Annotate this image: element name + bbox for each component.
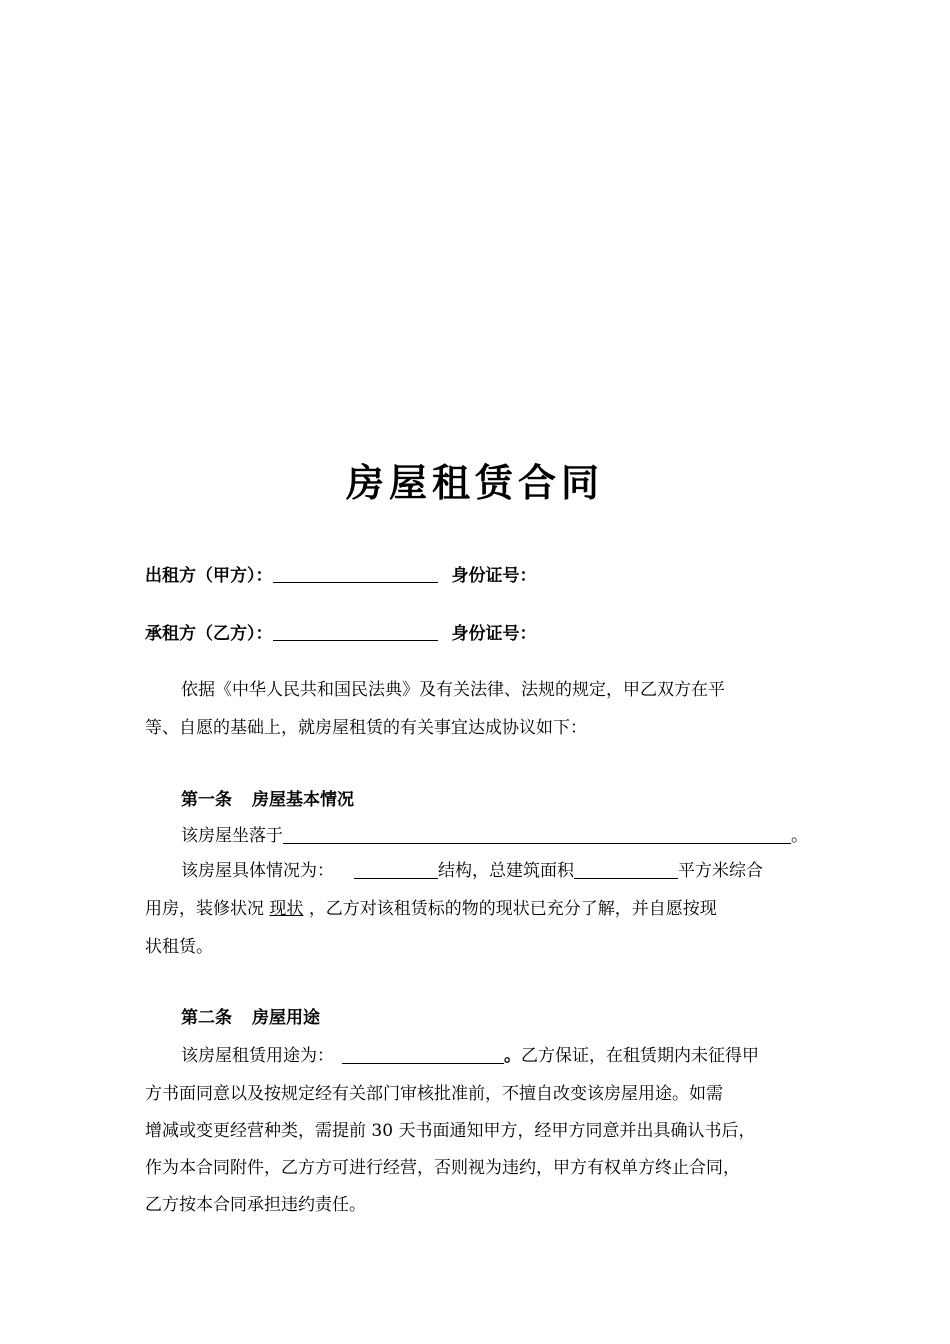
use-blank[interactable] bbox=[342, 1046, 504, 1064]
detail-line-1 bbox=[181, 856, 763, 881]
article-1-number: 第一条 bbox=[181, 790, 232, 810]
lessor-line bbox=[145, 561, 537, 586]
intro-line-1: 依据《中华人民共和国民法典》及有关法律、法规的规定，甲乙双方在平 bbox=[181, 680, 725, 700]
area-blank[interactable] bbox=[574, 861, 678, 879]
location-line bbox=[181, 821, 808, 846]
location-blank[interactable] bbox=[283, 826, 791, 844]
use-suffix: 乙方保证，在租赁期内未征得甲 bbox=[521, 1046, 759, 1066]
area-unit-text: 平方米综合 bbox=[678, 861, 763, 881]
article-2-title: 房屋用途 bbox=[252, 1008, 320, 1028]
article-1-heading bbox=[181, 785, 354, 810]
lessor-name-blank[interactable] bbox=[273, 565, 438, 583]
intro-line-2: 等、自愿的基础上，就房屋租赁的有关事宜达成协议如下： bbox=[145, 718, 587, 738]
lessor-id-label: 身份证号： bbox=[451, 566, 537, 586]
article-2-heading bbox=[181, 1003, 320, 1028]
use-line-2: 方书面同意以及按规定经有关部门审核批准前，不擅自改变该房屋用途。如需 bbox=[145, 1084, 723, 1104]
structure-text: 结构，总建筑面积 bbox=[438, 861, 574, 881]
location-label: 该房屋坐落于 bbox=[181, 826, 283, 846]
use-line-4: 作为本合同附件，乙方方可进行经营，否则视为违约，甲方有权单方终止合同， bbox=[145, 1158, 740, 1178]
use-line-3: 增减或变更经营种类，需提前 30 天书面通知甲方，经甲方同意并出具确认书后， bbox=[145, 1121, 756, 1141]
detail-line-2 bbox=[145, 894, 717, 919]
decoration-suffix: ，乙方对该租赁标的物的现状已充分了解，并自愿按现 bbox=[308, 899, 717, 919]
lessee-id-label: 身份证号： bbox=[451, 624, 537, 644]
use-line-1 bbox=[181, 1041, 759, 1066]
lessee-name-blank[interactable] bbox=[273, 623, 438, 641]
lessor-label: 出租方（甲方）： bbox=[145, 566, 273, 586]
document-title: 房屋租赁合同 bbox=[345, 461, 604, 505]
use-label: 该房屋租赁用途为： bbox=[181, 1046, 334, 1066]
detail-label: 该房屋具体情况为： bbox=[181, 861, 334, 881]
use-period: 。 bbox=[504, 1046, 521, 1066]
article-2-number: 第二条 bbox=[181, 1008, 232, 1028]
article-1-title: 房屋基本情况 bbox=[252, 790, 354, 810]
detail-line-3: 状租赁。 bbox=[145, 937, 213, 957]
lessee-line bbox=[145, 619, 537, 644]
lessee-label: 承租方（乙方）： bbox=[145, 624, 273, 644]
decoration-label: 用房，装修状况 bbox=[145, 899, 264, 919]
decoration-status: 现状 bbox=[269, 899, 304, 919]
structure-blank[interactable] bbox=[354, 861, 438, 879]
location-end: 。 bbox=[791, 826, 808, 846]
use-line-5: 乙方按本合同承担违约责任。 bbox=[145, 1195, 366, 1215]
